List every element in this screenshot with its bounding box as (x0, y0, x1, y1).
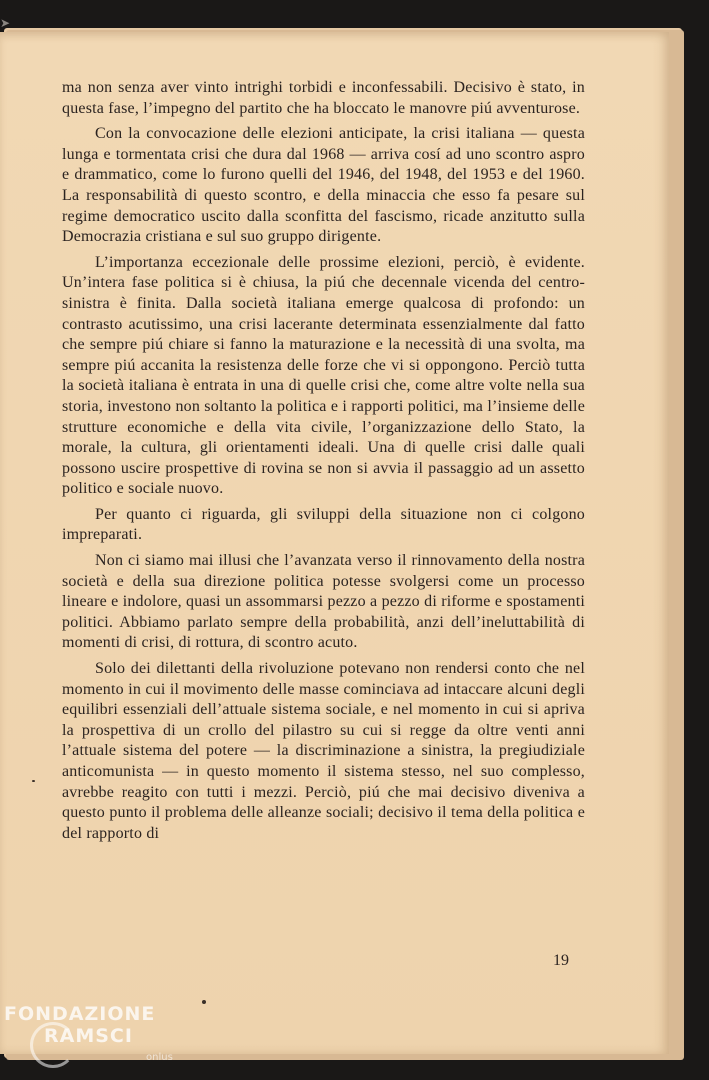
watermark-onlus: onlus (146, 1052, 173, 1063)
ink-dot (202, 1000, 206, 1004)
watermark-line-2: RAMSCI (44, 1025, 133, 1047)
corner-pointer-icon: ➤ (0, 16, 11, 30)
paragraph-2: Con la convocazione delle elezioni anticipate, la crisi italiana — questa lunga e tormentata crisi che dura dal 1968 — arriva cosí ad uno scontro aspro e drammatico, come lo furono quelli del 1946, del 1948, del 1953 e del 1960. La responsabilità di questo scontro, e della minaccia che esso fa pesare sul regime democratico uscito dalla sconfitta del fascismo, ricade anzitutto sulla Democrazia cristiana e sul suo gruppo dirigente. (62, 125, 585, 246)
paragraph-3: L’importanza eccezionale delle prossime elezioni, perciò, è evidente. Un’intera fase politica si è chiusa, la piú che decennale vicenda del centro-sinistra è finita. Dalla società italiana emerge qualcosa di profondo: un contrasto acutissimo, una crisi lacerante determinata essenzialmente dal fatto che sempre piú chiare si fanno la maturazione e la necessità di una svolta, ma sempre piú accanita la resistenza delle forze che vi si oppongono. Perciò tutta la società italiana è entrata in una di quelle crisi che, come altre volte nella sua storia, investono non soltanto la politica e i rapporti politici, ma l’insieme delle strutture economiche e della vita civile, l’organizzazione dello Stato, la morale, la cultura, gli orientamenti ideali. Una di quelle crisi dalle quali possono uscire prospettive di rovina se non si avvia il passaggio ad un assetto politico e sociale nuovo. (62, 253, 585, 498)
watermark-logo (4, 1003, 155, 1047)
paragraph-5: Non ci siamo mai illusi che l’avanzata verso il rinnovamento della nostra società e della sua direzione politica potesse svolgersi come un processo lineare e indolore, quasi un assommarsi pezzo a pezzo di riforme e spostamenti politici. Abbiamo parlato sempre della probabilità, anzi dell’ineluttabilità di momenti di crisi, di rottura, di scontro acuto. (62, 552, 585, 652)
body-text (62, 78, 585, 849)
paragraph-6: Solo dei dilettanti della rivoluzione potevano non rendersi conto che nel momento in cui il movimento delle masse cominciava ad intaccare alcuni degli equilibri essenziali dell’attuale sistema sociale, e nel momento in cui si apriva la prospettiva di un crollo del pilastro su cui si regge da oltre venti anni l’attuale sistema del potere — la discriminazione a sinistra, la pregiudiziale anticomunista — in questo momento il sistema stesso, nel suo complesso, avrebbe reagito con tutti i mezzi. Perciò, piú che mai decisivo diveniva a questo punto il problema delle alleanze sociali; decisivo il tema della politica e del rapporto di (62, 660, 585, 842)
paragraph-1: ma non senza aver vinto intrighi torbidi e inconfessabili. Decisivo è stato, in questa fase, l’impegno del partito che ha bloccato le manovre piú avventurose. (62, 79, 585, 117)
watermark-line-1: FONDAZIONE (4, 1003, 156, 1025)
page-number: 19 (553, 952, 569, 969)
paragraph-4: Per quanto ci riguarda, gli sviluppi della situazione non ci colgono impreparati. (62, 505, 585, 544)
ink-speck (32, 780, 35, 782)
